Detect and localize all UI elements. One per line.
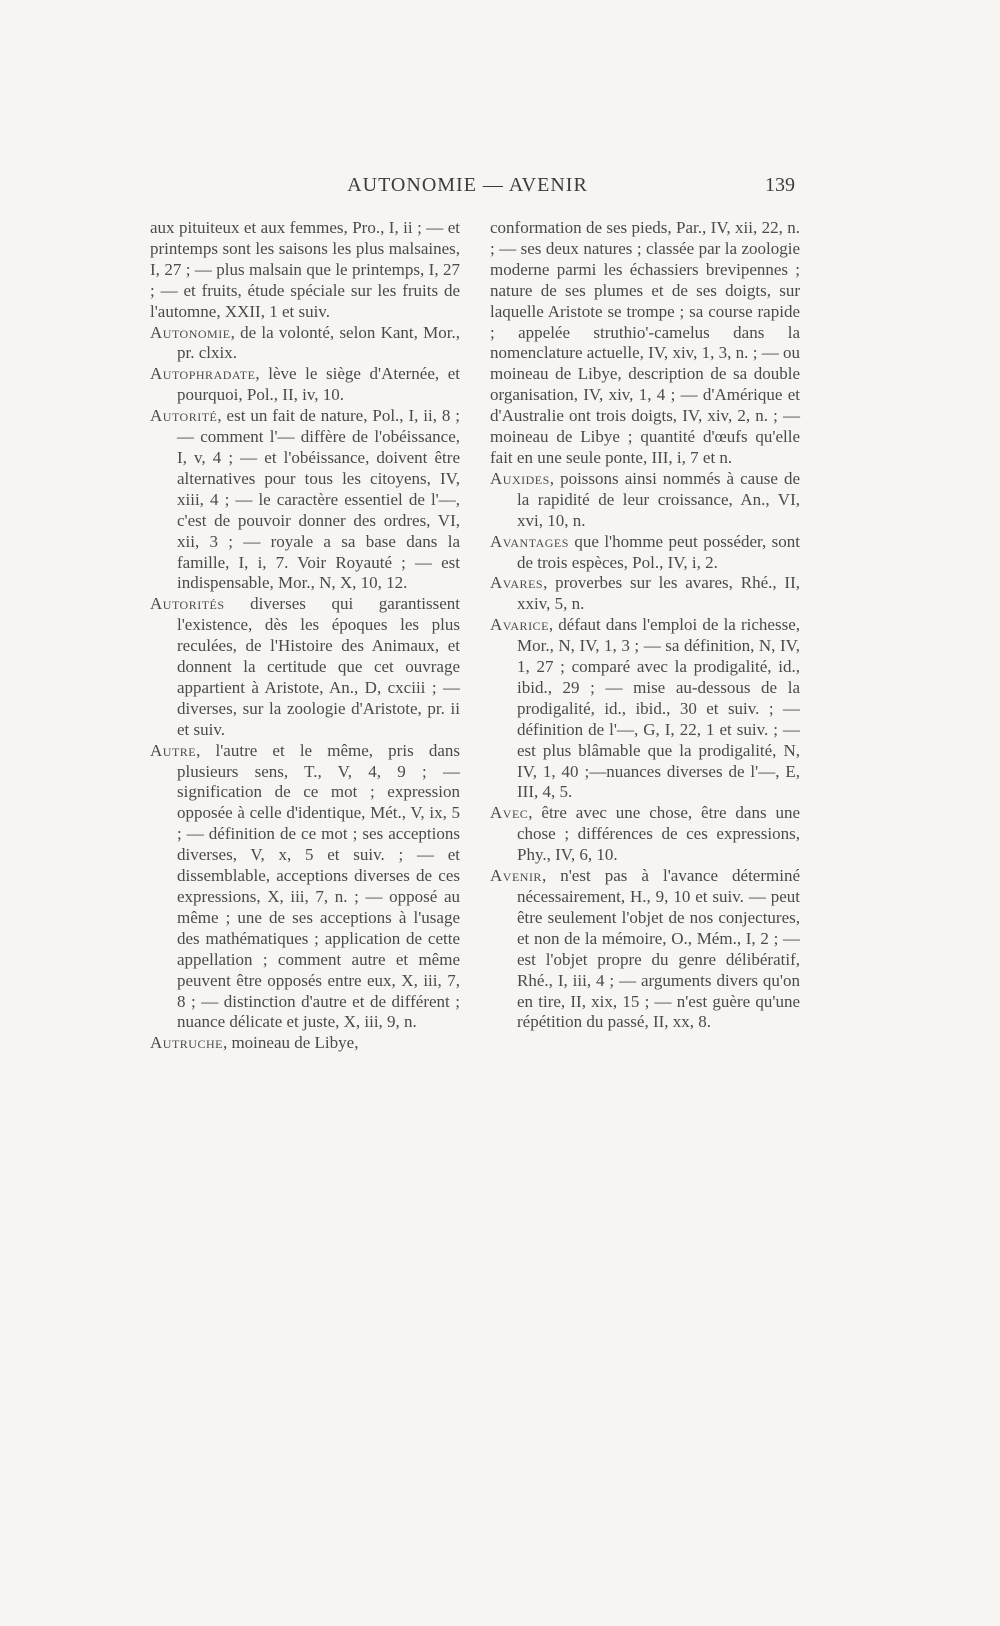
entry-headword: Avec bbox=[490, 803, 529, 823]
index-entry bbox=[150, 218, 460, 323]
entry-headword: Auxides bbox=[490, 468, 550, 488]
entry-text: , défaut dans l'emploi de la richesse, Mor., N, IV, 1, 3 ; — sa définition, N, IV, 1, 27 ; comparé avec la prodigalité, id., ibid., 29 ; — mise au-dessous de la prodigalité, id., ibid., 30 et suiv. ; — définition de l'—, G, I, 22, 1 et suiv. ; — est plus blâmable que la prodigalité, N, IV, 1, 40 ;—nuances diverses de l'—, E, III, 4, 5. bbox=[517, 615, 800, 802]
entry-text: , est un fait de nature, Pol., I, ii, 8 ; — comment l'— diffère de l'obéissance, I, v, 4 ; — et l'obéissance, doivent être alternatives pour tous les citoyens, IV, xiii, 4 ; — le caractère essentiel de l'—, c'est de pouvoir donner des ordres, VI, xii, 3 ; — royale a sa base dans la famille, I, i, 7. Voir Royauté ; — est indispensable, Mor., N, X, 10, 12. bbox=[177, 406, 460, 593]
entry-text: , poissons ainsi nommés à cause de la rapidité de leur croissance, An., VI, xvi, 10, n. bbox=[517, 468, 800, 530]
entry-headword: Autophradate bbox=[150, 364, 256, 384]
entry-headword: Autorité bbox=[150, 406, 218, 426]
right-column bbox=[490, 218, 800, 1033]
entry-text: conformation de ses pieds, Par., IV, xii, 22, n. ; — ses deux natures ; classée par la zoologie moderne parmi les échassiers brevipennes ; nature de ses plumes et de ses doigts, sur laquelle Aristote se trompe ; sa course rapide ; appelée struthio'-camelus dans la nomenclature actuelle, IV, xiv, 1, 3, n. ; — ou moineau de Libye, description de sa double organisation, IV, xiv, 1, 4 ; — d'Amérique et d'Australie ont trois doigts, IV, xiv, 2, n. ; — moineau de Libye ; quantité d'œufs qu'elle fait en une seule ponte, III, i, 7 et n. bbox=[490, 218, 800, 467]
entry-headword: Autre bbox=[150, 740, 197, 760]
index-entry bbox=[490, 573, 800, 615]
index-entry bbox=[490, 803, 800, 866]
page-header bbox=[140, 174, 795, 204]
entry-headword: Autorités bbox=[150, 594, 225, 614]
index-entry bbox=[150, 741, 460, 1034]
entry-headword: Autonomie bbox=[150, 322, 231, 342]
left-column bbox=[150, 218, 460, 1054]
entry-text: , moineau de Libye, bbox=[222, 1033, 359, 1053]
index-entry bbox=[150, 594, 460, 740]
running-title: AUTONOMIE — AVENIR bbox=[347, 174, 588, 196]
index-entry bbox=[490, 532, 800, 574]
index-entry bbox=[490, 866, 800, 1033]
entry-headword: Avenir bbox=[490, 866, 542, 886]
entry-text: que l'homme peut posséder, sont de trois espèces, Pol., IV, i, 2. bbox=[517, 531, 800, 572]
index-entry bbox=[150, 323, 460, 365]
entry-headword: Autruche bbox=[150, 1033, 223, 1053]
index-entry bbox=[150, 1033, 460, 1054]
index-entry bbox=[490, 615, 800, 803]
entry-text: , de la volonté, selon Kant, Mor., pr. clxix. bbox=[177, 322, 460, 363]
entry-text: , lève le siège d'Aternée, et pourquoi, Pol., II, iv, 10. bbox=[177, 364, 460, 405]
entry-headword: Avarice bbox=[490, 615, 549, 635]
page-number: 139 bbox=[765, 174, 795, 196]
index-entry bbox=[490, 469, 800, 532]
index-entry bbox=[490, 218, 800, 469]
entry-text: diverses qui garantissent l'existence, dès les époques les plus reculées, de l'Histoire des Animaux, et donnent la certitude que cet ouvrage appartient à Aristote, An., D, cxciii ; — diverses, sur la zoologie d'Aristote, pr. ii et suiv. bbox=[177, 594, 460, 739]
entry-headword: Avantages bbox=[490, 531, 569, 551]
entry-text: , être avec une chose, être dans une chose ; différences de ces expressions, Phy., IV, 6, 10. bbox=[517, 803, 800, 865]
entry-headword: Avares bbox=[490, 573, 544, 593]
entry-text: , proverbes sur les avares, Rhé., II, xxiv, 5, n. bbox=[517, 573, 800, 614]
entry-text: , n'est pas à l'avance déterminé nécessairement, H., 9, 10 et suiv. — peut être seulement l'objet de nos conjectures, et non de la mémoire, O., Mém., I, 2 ; — est l'objet propre du genre délibératif, Rhé., I, iii, 4 ; — arguments divers qu'on en tire, II, xix, 15 ; — n'est guère qu'une répétition du passé, II, xx, 8. bbox=[517, 866, 800, 1032]
index-entry bbox=[150, 406, 460, 594]
entry-text: aux pituiteux et aux femmes, Pro., I, ii ; — et printemps sont les saisons les plus malsaines, I, 27 ; — plus malsain que le printemps, I, 27 ; — et fruits, étude spéciale sur les fruits de l'automne, XXII, 1 et suiv. bbox=[150, 218, 460, 321]
entry-text: , l'autre et le même, pris dans plusieurs sens, T., V, 4, 9 ; — signification de ce mot ; expression opposée à celle d'identique, Mét., V, ix, 5 ; — définition de ce mot ; ses acceptions diverses, V, x, 5 et suiv. ; — et dissemblable, acceptions diverses de ces expressions, X, iii, 7, n. ; — opposé au même ; une de ses acceptions à l'usage des mathématiques ; application de cette appellation ; comment autre et même peuvent être opposés entre eux, X, iii, 7, 8 ; — distinction d'autre et de différent ; nuance délicate et juste, X, iii, 9, n. bbox=[177, 740, 460, 1032]
index-entry bbox=[150, 364, 460, 406]
